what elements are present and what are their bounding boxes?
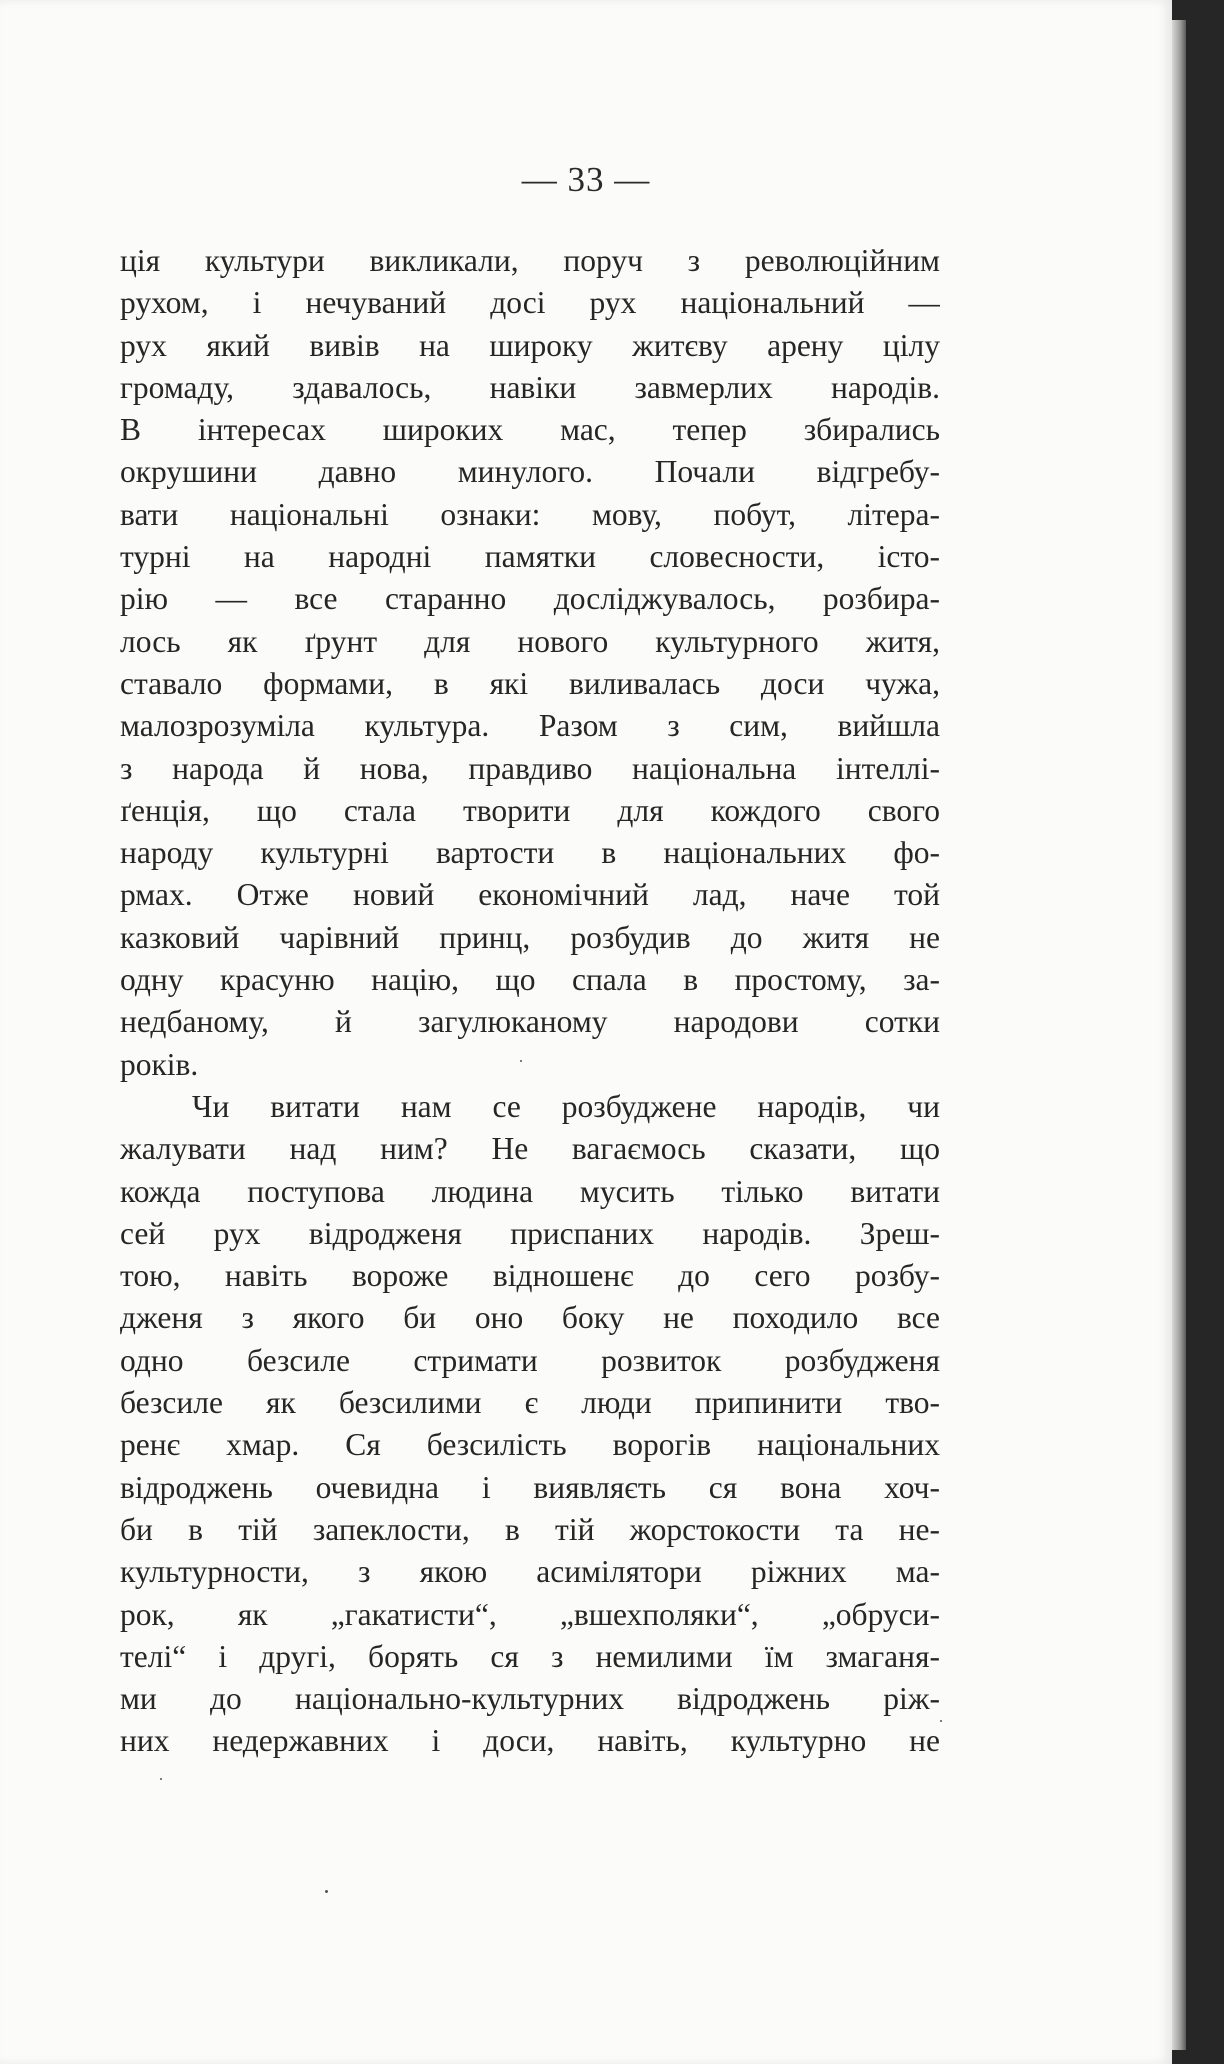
text-line: культурности, з якою асимілятори ріжних ма- (120, 1554, 940, 1590)
text-line: кожда поступова людина мусить тілько витати (120, 1173, 940, 1209)
text-line: би в тій запеклости, в тій жорстокости та не- (120, 1511, 940, 1547)
text-line: окрушини давно минулого. Почали відгребу- (120, 454, 940, 490)
text-line: безсиле як безсилими є люди припинити тво- (120, 1385, 940, 1421)
text-line: ґенція, що стала творити для кождого свого (120, 792, 940, 828)
text-line: з народа й нова, правдиво національна інтеллі- (120, 750, 940, 786)
text-line: турні на народні памятки словесности, істо- (120, 539, 940, 575)
text-line: років. (120, 1046, 199, 1082)
text-line: лось як ґрунт для нового культурного житя, (120, 623, 940, 659)
scan-speck (520, 1060, 522, 1062)
text-line: тою, навіть вороже відношенє до сего розбу- (120, 1258, 940, 1294)
scan-speck (160, 1778, 162, 1780)
body-text (120, 240, 940, 1763)
text-line: них недержавних і доси, навіть, культурно не (120, 1723, 940, 1759)
text-line: казковий чарівний принц, розбудив до житя не (120, 919, 940, 955)
text-line: Чи витати нам се розбуджене народів, чи (192, 1088, 940, 1124)
text-line: ренє хмар. Ся безсилість ворогів національних (120, 1427, 940, 1463)
page-number: — 33 — (521, 160, 651, 199)
page-edge-shadow (1172, 20, 1186, 2050)
text-line: ція культури викликали, поруч з революційним (120, 243, 940, 278)
text-line: одну красуню націю, що спала в простому, за- (120, 962, 940, 998)
text-line: ми до національно-культурних відроджень ріж- (120, 1681, 940, 1717)
text-line: рух який вивів на широку житєву арену цілу (120, 327, 940, 363)
text-line: дженя з якого би оно боку не походило все (120, 1300, 940, 1336)
text-line: телі“ і другі, борять ся з немилими їм змаганя- (120, 1638, 940, 1674)
scan-speck (325, 1890, 328, 1893)
text-line: жалувати над ним? Не вагаємось сказати, що (120, 1131, 940, 1167)
text-line: громаду, здавалось, навіки завмерлих народів. (120, 369, 940, 405)
text-line: рію — все старанно досліджувалось, розбира- (120, 581, 940, 617)
text-line: В інтересах широких мас, тепер збирались (120, 412, 940, 448)
text-line: сей рух відродженя приспаних народів. Зреш- (120, 1215, 940, 1251)
text-line: одно безсиле стримати розвиток розбудженя (120, 1342, 940, 1378)
text-line: малозрозуміла культура. Разом з сим, вийшла (120, 708, 940, 744)
text-line: вати національні ознаки: мову, побут, літера- (120, 496, 940, 532)
text-line: рухом, і нечуваний досі рух національний — (120, 285, 940, 321)
text-line: рок, як „гакатисти“, „вшехполяки“, „обруси- (120, 1596, 940, 1632)
text-line: народу культурні вартости в національних фо- (120, 835, 940, 871)
text-line: відроджень очевидна і виявляєть ся вона хоч- (120, 1469, 940, 1505)
text-line: рмах. Отже новий економічний лад, наче той (120, 877, 940, 913)
text-line: недбаному, й загулюканому народови сотки (120, 1004, 940, 1040)
scan-speck (940, 1720, 942, 1722)
text-line: ставало формами, в які виливалась доси чужа, (120, 665, 940, 701)
